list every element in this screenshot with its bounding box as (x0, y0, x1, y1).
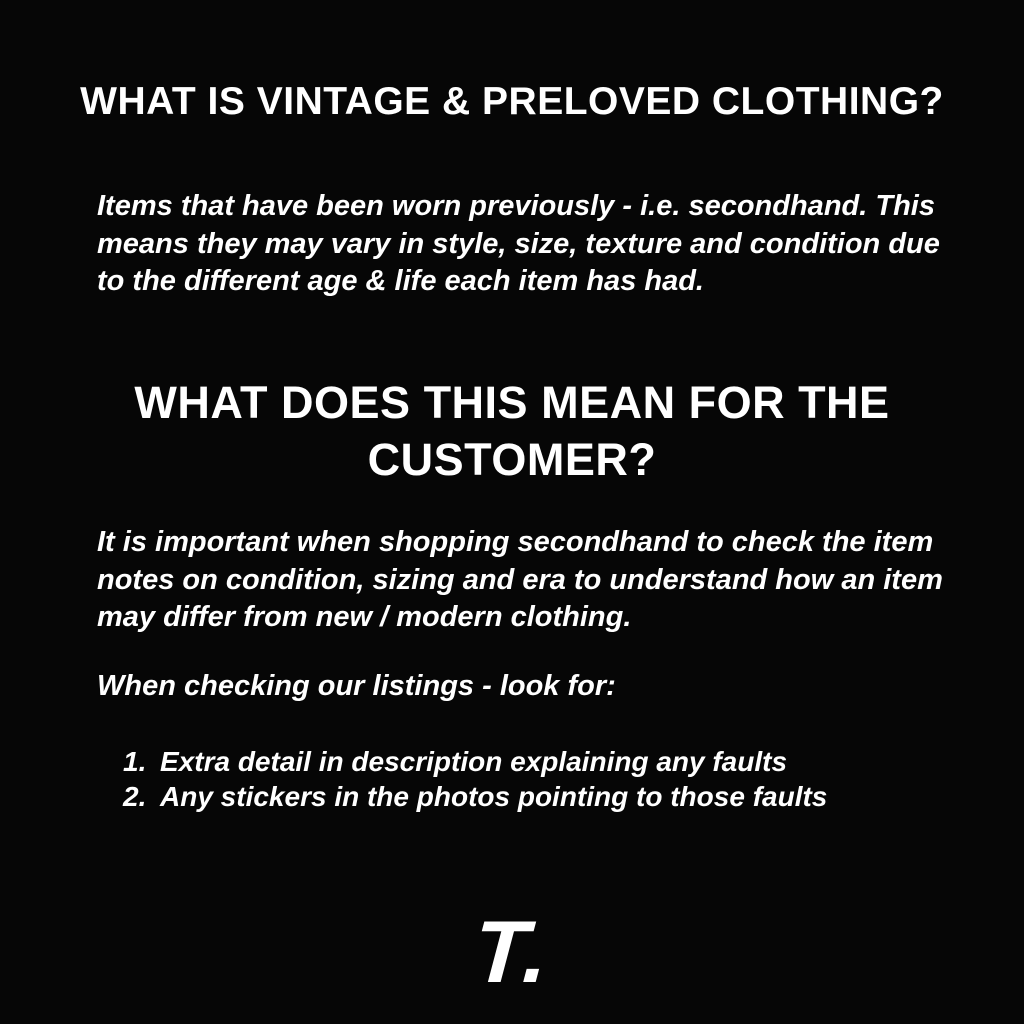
checklist-item (123, 779, 827, 814)
checklist-item (123, 744, 827, 779)
intro-paragraph (97, 188, 954, 301)
checklist-item-number: 1. (123, 746, 147, 777)
customer-line-2: notes on condition, sizing and era to understand how an item (97, 563, 943, 596)
checklist-item-number: 2. (123, 781, 147, 812)
intro-line-1: Items that have been worn previously - i.e. secondhand. This (97, 190, 935, 222)
customer-heading-line-2: CUSTOMER? (367, 434, 657, 485)
customer-line-1: It is important when shopping secondhand to check the item (97, 526, 934, 558)
brand-logo-t: T. (470, 902, 554, 1001)
checklist-lead-in: When checking our listings - look for: (97, 670, 616, 702)
intro-line-3: to the different age & life each item has had. (97, 265, 704, 297)
checklist-item-text: Any stickers in the photos pointing to those faults (160, 781, 828, 812)
customer-heading-line-1: WHAT DOES THIS MEAN FOR THE (134, 377, 890, 428)
checklist (123, 744, 827, 814)
customer-heading (0, 374, 1024, 488)
intro-line-2: means they may vary in style, size, texture and condition due (97, 227, 940, 260)
checklist-item-text: Extra detail in description explaining any faults (160, 746, 788, 777)
customer-line-3: may differ from new / modern clothing. (97, 601, 632, 633)
main-heading: WHAT IS VINTAGE & PRELOVED CLOTHING? (80, 80, 944, 123)
customer-paragraph (97, 524, 954, 637)
